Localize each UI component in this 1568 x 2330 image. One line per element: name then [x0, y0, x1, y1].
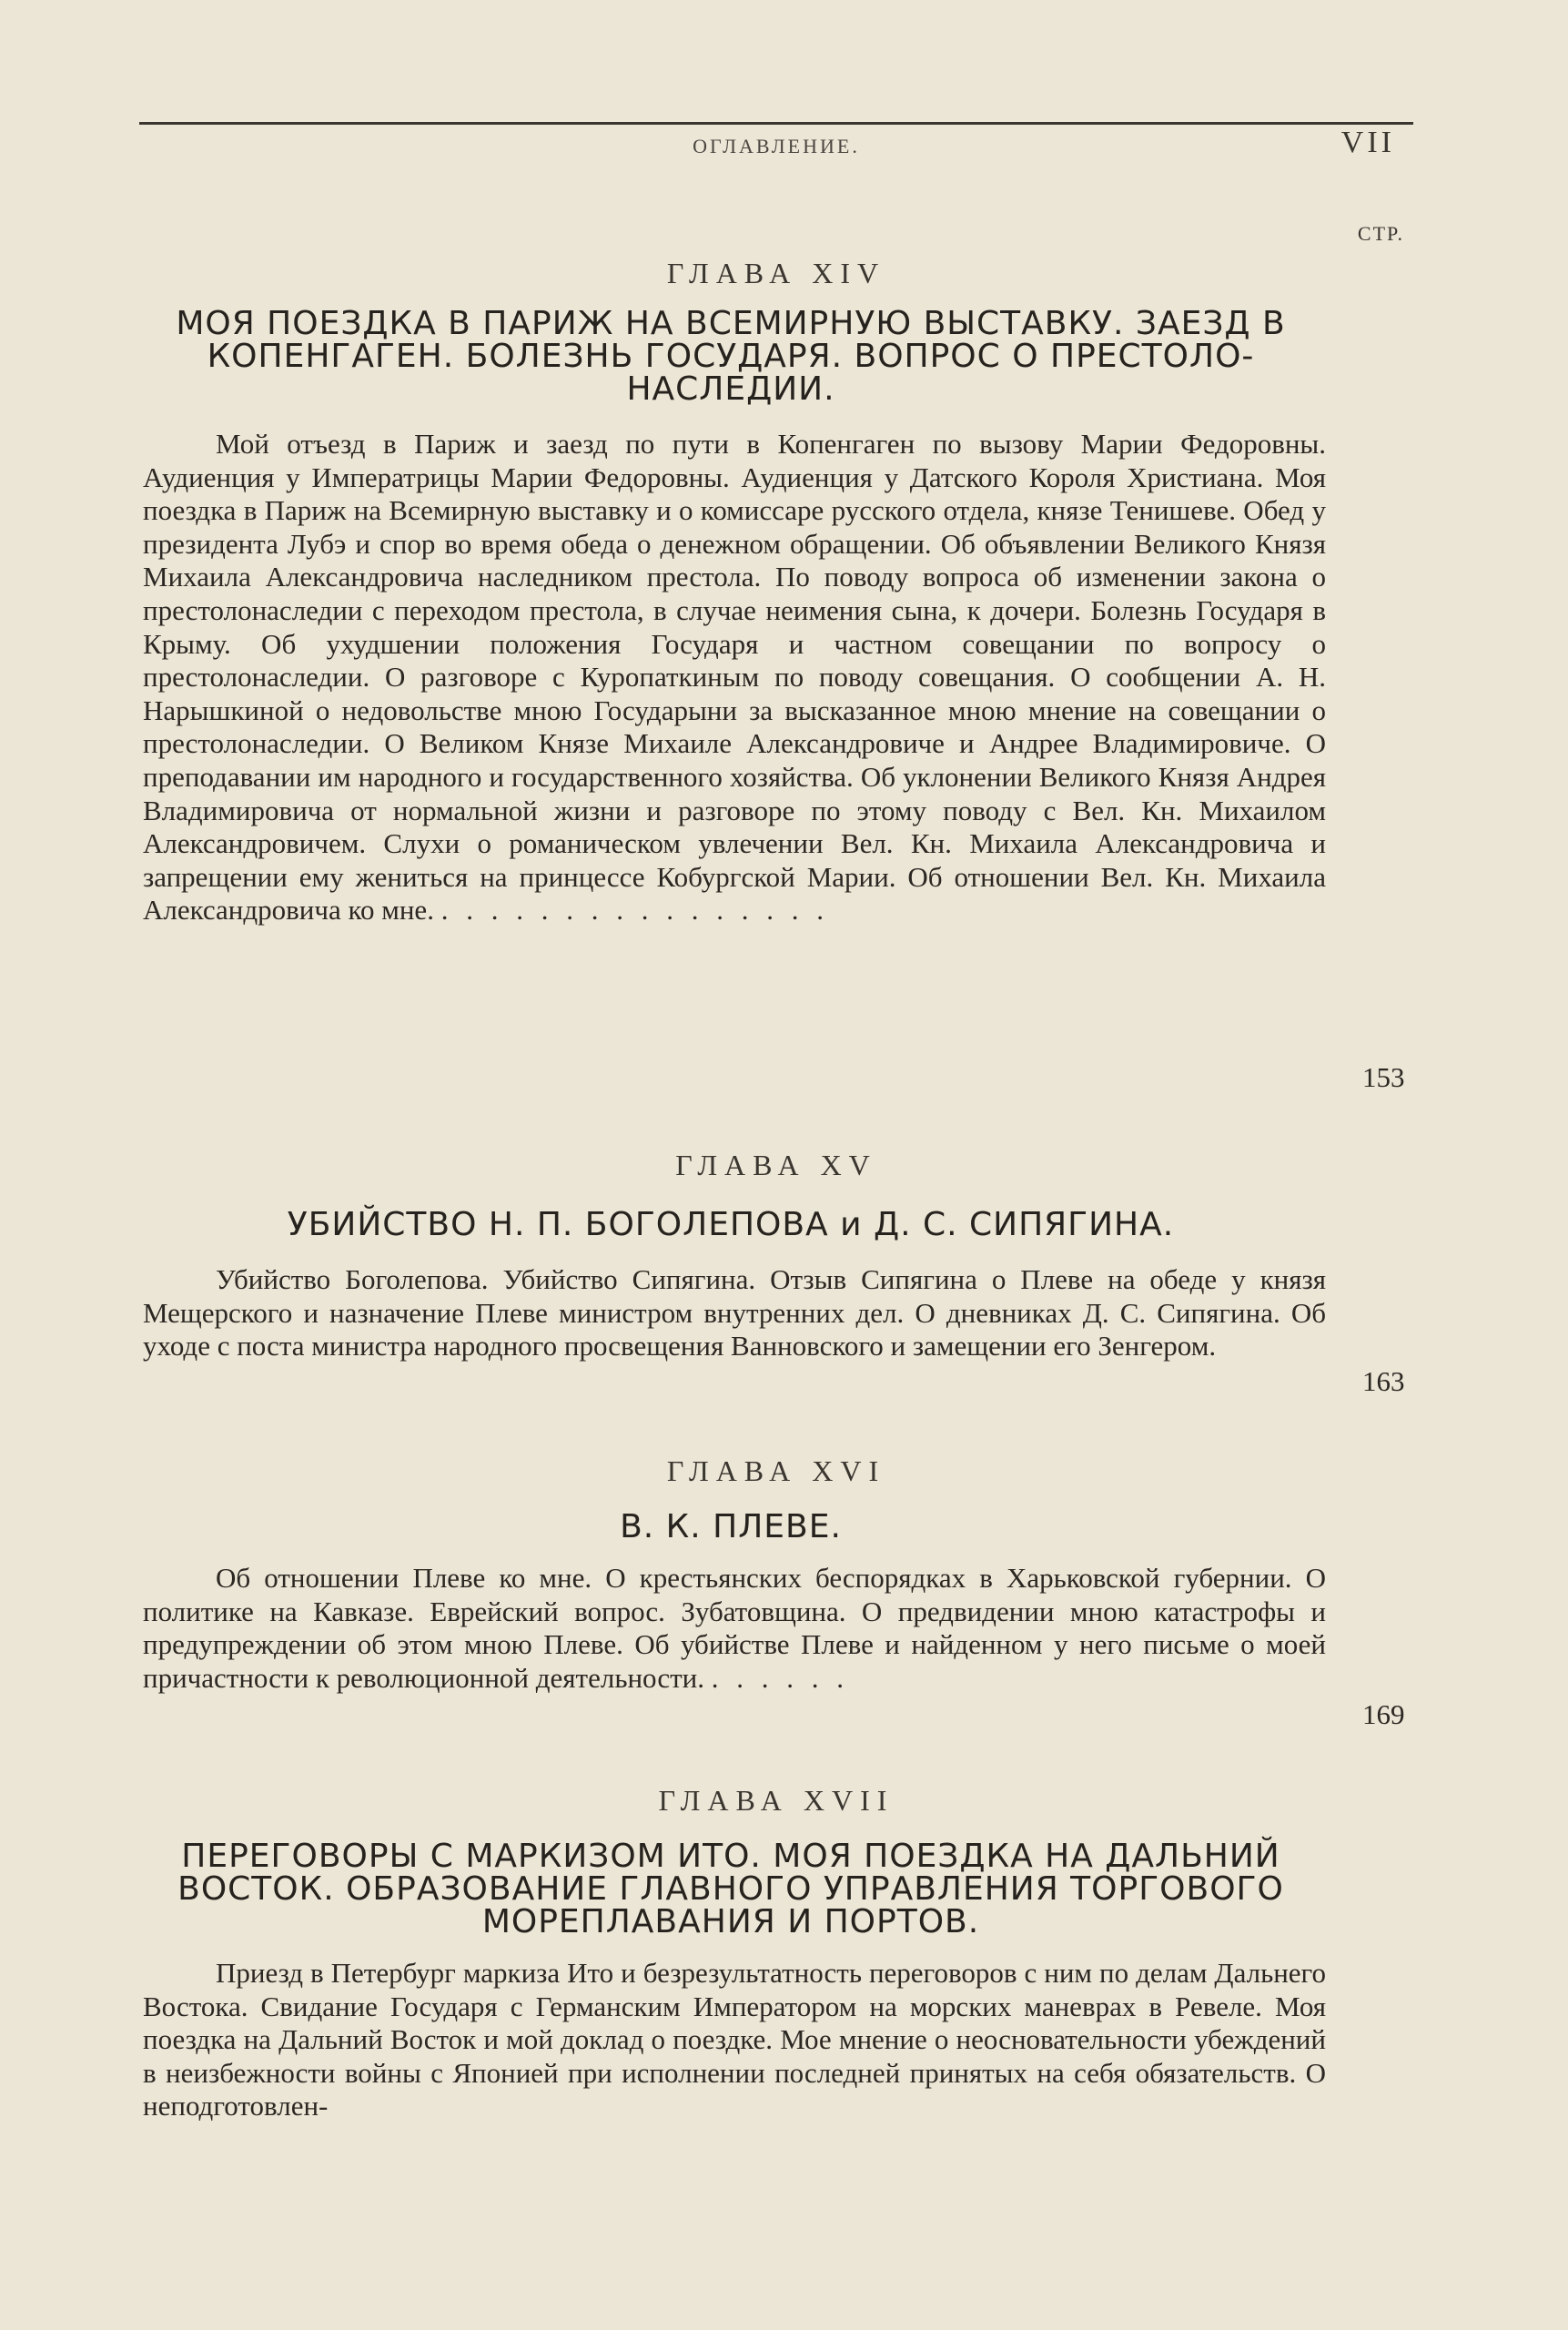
chapter-label: ГЛАВА XVI — [666, 1454, 886, 1487]
chapter-summary — [143, 1263, 1326, 1363]
chapter-label: ГЛАВА XIV — [666, 257, 886, 289]
chapter-title: МОЯ ПОЕЗДКА В ПАРИЖ НА ВСЕМИРНУЮ ВЫСТАВКУ. ЗАЕЗД В КОПЕНГАГЕН. БОЛЕЗНЬ ГОСУДАРЯ. ВОПРОС О ПРЕСТОЛО-НАСЛЕДИИ. — [176, 305, 1286, 408]
chapter-summary — [143, 1957, 1326, 2123]
chapter-label: ГЛАВА XV — [675, 1149, 877, 1181]
summary-text: Мой отъезд в Париж и заезд по пути в Копенгаген по вызову Марии Федоровны. Аудиенция у Императрицы Марии Федоровны. Аудиенция у Датского Короля Христиана. Моя поездка в Париж на Всемирную выставку и о комиссаре русского отдела, князе Тенишеве. Обед у президента Лубэ и спор во время обеда о денежном обращении. Об объявлении Великого Князя Михаила Александровича наследником престола. По поводу вопроса об изменении закона о престолонаследии с переходом престола, в случае неимения сына, к дочери. Болезнь Государя в Крыму. Об ухудшении положения Государя и частном совещании по вопросу о престолонаследии. О разговоре с Куропаткиным по поводу совещания. О сообщении А. Н. Нарышкиной о недовольстве мною Государыни за высказанное мною мнение на совещании о престолонаследии. О Великом Князе Михаиле Александровиче и Андрее Владимировиче. О преподавании им народного и государственного хозяйства. Об уклонении Великого Князя Андрея Владимировича от нормальной жизни и разговоре по этому поводу с Вел. Кн. Михаилом Александровичем. Слухи о романическом увлечении Вел. Кн. Михаила Александровича и запрещении ему жениться на принцессе Кобургской Марии. Об отношении Вел. Кн. Михаила Александровича ко мне. — [143, 428, 1326, 927]
dot-leader: . . . . . . — [711, 1661, 849, 1694]
chapter-summary — [143, 428, 1326, 927]
chapter-page-number: 153 — [1362, 1061, 1405, 1093]
summary-text: Приезд в Петербург маркиза Ито и безрезультатность переговоров с ним по делам Дальнего Востока. Свидание Государя с Германским Императором на морских маневрах в Ревеле. Моя поездка на Дальний Восток и мой доклад о поездке. Мое мнение о неосновательности убеждений в неизбежности войны с Японией при исполнении последней принятых на себя обязательств. О неподготовлен- — [143, 1957, 1326, 2122]
summary-text: Убийство Боголепова. Убийство Сипягина. Отзыв Сипягина о Плеве на обеде у князя Мещерского и назначение Плеве министром внутренних дел. О дневниках Д. С. Сипягина. Об уходе с поста министра народного просвещения Ванновского и замещении его Зенгером. — [143, 1263, 1326, 1363]
dot-leader: . . . . . . . . . . . . . . . . — [440, 894, 829, 927]
chapter-page-number: 169 — [1362, 1698, 1405, 1730]
chapter-title: ПЕРЕГОВОРЫ С МАРКИЗОМ ИТО. МОЯ ПОЕЗДКА НА ДАЛЬНИЙ ВОСТОК. ОБРАЗОВАНИЕ ГЛАВНОГО УПРАВЛЕНИЯ ТОРГОВОГО МОРЕПЛАВАНИЯ И ПОРТОВ. — [177, 1838, 1284, 1940]
chapter-summary — [143, 1562, 1326, 1695]
top-rule — [139, 122, 1413, 125]
summary-text: Об отношении Плеве ко мне. О крестьянских беспорядках в Харьковской губернии. О политике на Кавказе. Еврейский вопрос. Зубатовщина. О предвидении мною катастрофы и предупреждении об этом мною Плеве. Об убийстве Плеве и найденном у него письме о моей причастности к революционной деятельности. — [143, 1562, 1326, 1694]
chapter-label: ГЛАВА XVII — [658, 1784, 895, 1817]
chapter-title: УБИЙСТВО Н. П. БОГОЛЕПОВА и Д. С. СИПЯГИНА. — [287, 1206, 1175, 1243]
chapter-title: В. К. ПЛЕВЕ. — [620, 1508, 842, 1545]
running-head: ОГЛАВЛЕНИЕ. — [693, 135, 860, 157]
page-column-label: СТР. — [1357, 222, 1404, 245]
chapter-page-number: 163 — [1362, 1365, 1405, 1397]
page-number: VII — [1340, 126, 1395, 159]
